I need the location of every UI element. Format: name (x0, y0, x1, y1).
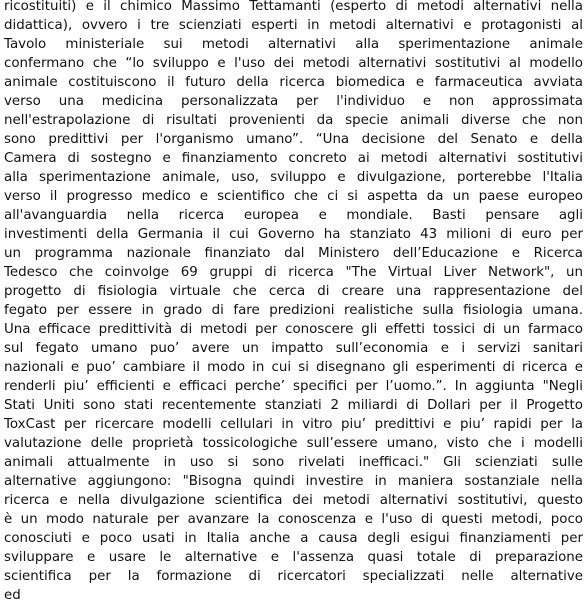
article-body-text (4, 0, 583, 605)
text-line: Camera di sostegno e finanziamento concreto ai metodi alternativi sostitutivi (4, 151, 583, 166)
text-line: è un modo naturale per avanzare la conoscenza e l'uso di questi metodi, poco (4, 512, 583, 527)
text-line: ricerca e nella divulgazione scientifica dei metodi alternativi sostitutivi, questo (4, 493, 583, 508)
text-line: nell'estrapolazione di risultati provenienti da specie animali diverse che non (4, 113, 583, 128)
text-line: ToxCast per ricercare modelli cellulari in vitro piu’ predittivi e piu’ rapidi per la (4, 417, 583, 432)
text-line: Tavolo ministeriale sui metodi alternativi alla sperimentazione animale (4, 37, 583, 52)
text-line: alternative aggiungono: "Bisogna quindi investire in maniera sostanziale nella (4, 474, 583, 489)
text-line: Stati Uniti sono stati recentemente stanziati 2 miliardi di Dollari per il Progetto (4, 398, 583, 413)
text-line: un programma nazionale finanziato dal Ministero dell’Educazione e Ricerca (4, 246, 583, 261)
text-line: scientifica per la formazione di ricercatori specializzati nelle alternative (4, 569, 583, 584)
text-line: ricostituiti) e il chimico Massimo Tettamanti (esperto di metodi alternativi nella (4, 0, 583, 14)
text-line: confermano che “lo sviluppo e l'uso dei metodi alternativi sostitutivi al modello (4, 56, 583, 71)
text-line: fegato per essere in grado di fare predizioni realistiche sulla fisiologia umana. (4, 303, 583, 318)
text-line: sono predittivi per l'organismo umano”. “Una decisione del Senato e della (4, 132, 583, 147)
text-line: valutazione delle proprietà tossicologiche sull’essere umano, visto che i modelli (4, 436, 583, 451)
text-line: sul fegato umano puo’ avere un impatto sull’economia e i servizi sanitari (4, 341, 583, 356)
text-line: animali attualmente in uso si sono rivelati inefficaci." Gli scienziati sulle (4, 455, 583, 470)
text-line: all'avanguardia nella ricerca europea e mondiale. Basti pensare agli (4, 208, 583, 223)
text-line: Tedesco che coinvolge 69 gruppi di ricerca "The Virtual Liver Network", un (4, 265, 583, 280)
text-line: didattica), ovvero i tre scienziati esperti in metodi alternativi e protagonisti al (4, 18, 583, 33)
text-line: conosciuti e poco usati in Italia anche a causa degli esigui finanziamenti per (4, 531, 583, 546)
text-line: sviluppare e usare le alternative e l'assenza quasi totale di preparazione (4, 550, 583, 565)
text-line: renderli piu’ efficienti e efficaci perche’ specifici per l’uomo.”. In aggiunta "Negli (4, 379, 583, 394)
text-line: nazionali e puo’ cambiare il modo in cui si disegnano gli esperimenti di ricerca e (4, 360, 583, 375)
text-line: verso il progresso medico e scientifico che ci si aspetta da un paese europeo (4, 189, 583, 204)
text-line: Una efficace predittività di metodi per conoscere gli effetti tossici di un farmaco (4, 322, 583, 337)
text-line: alla sperimentazione animale, uso, sviluppo e divulgazione, porterebbe l'Italia (4, 170, 583, 185)
text-line: ed (4, 588, 21, 603)
text-line: animale costituiscono il futuro della ricerca biomedica e farmaceutica avviata (4, 75, 583, 90)
text-line: progetto di fisiologia virtuale che cerca di creare una rappresentazione del (4, 284, 583, 299)
text-line: verso una medicina personalizzata per l'individuo e non approssimata (4, 94, 583, 109)
text-line: investimenti della Germania il cui Governo ha stanziato 43 milioni di euro per (4, 227, 583, 242)
